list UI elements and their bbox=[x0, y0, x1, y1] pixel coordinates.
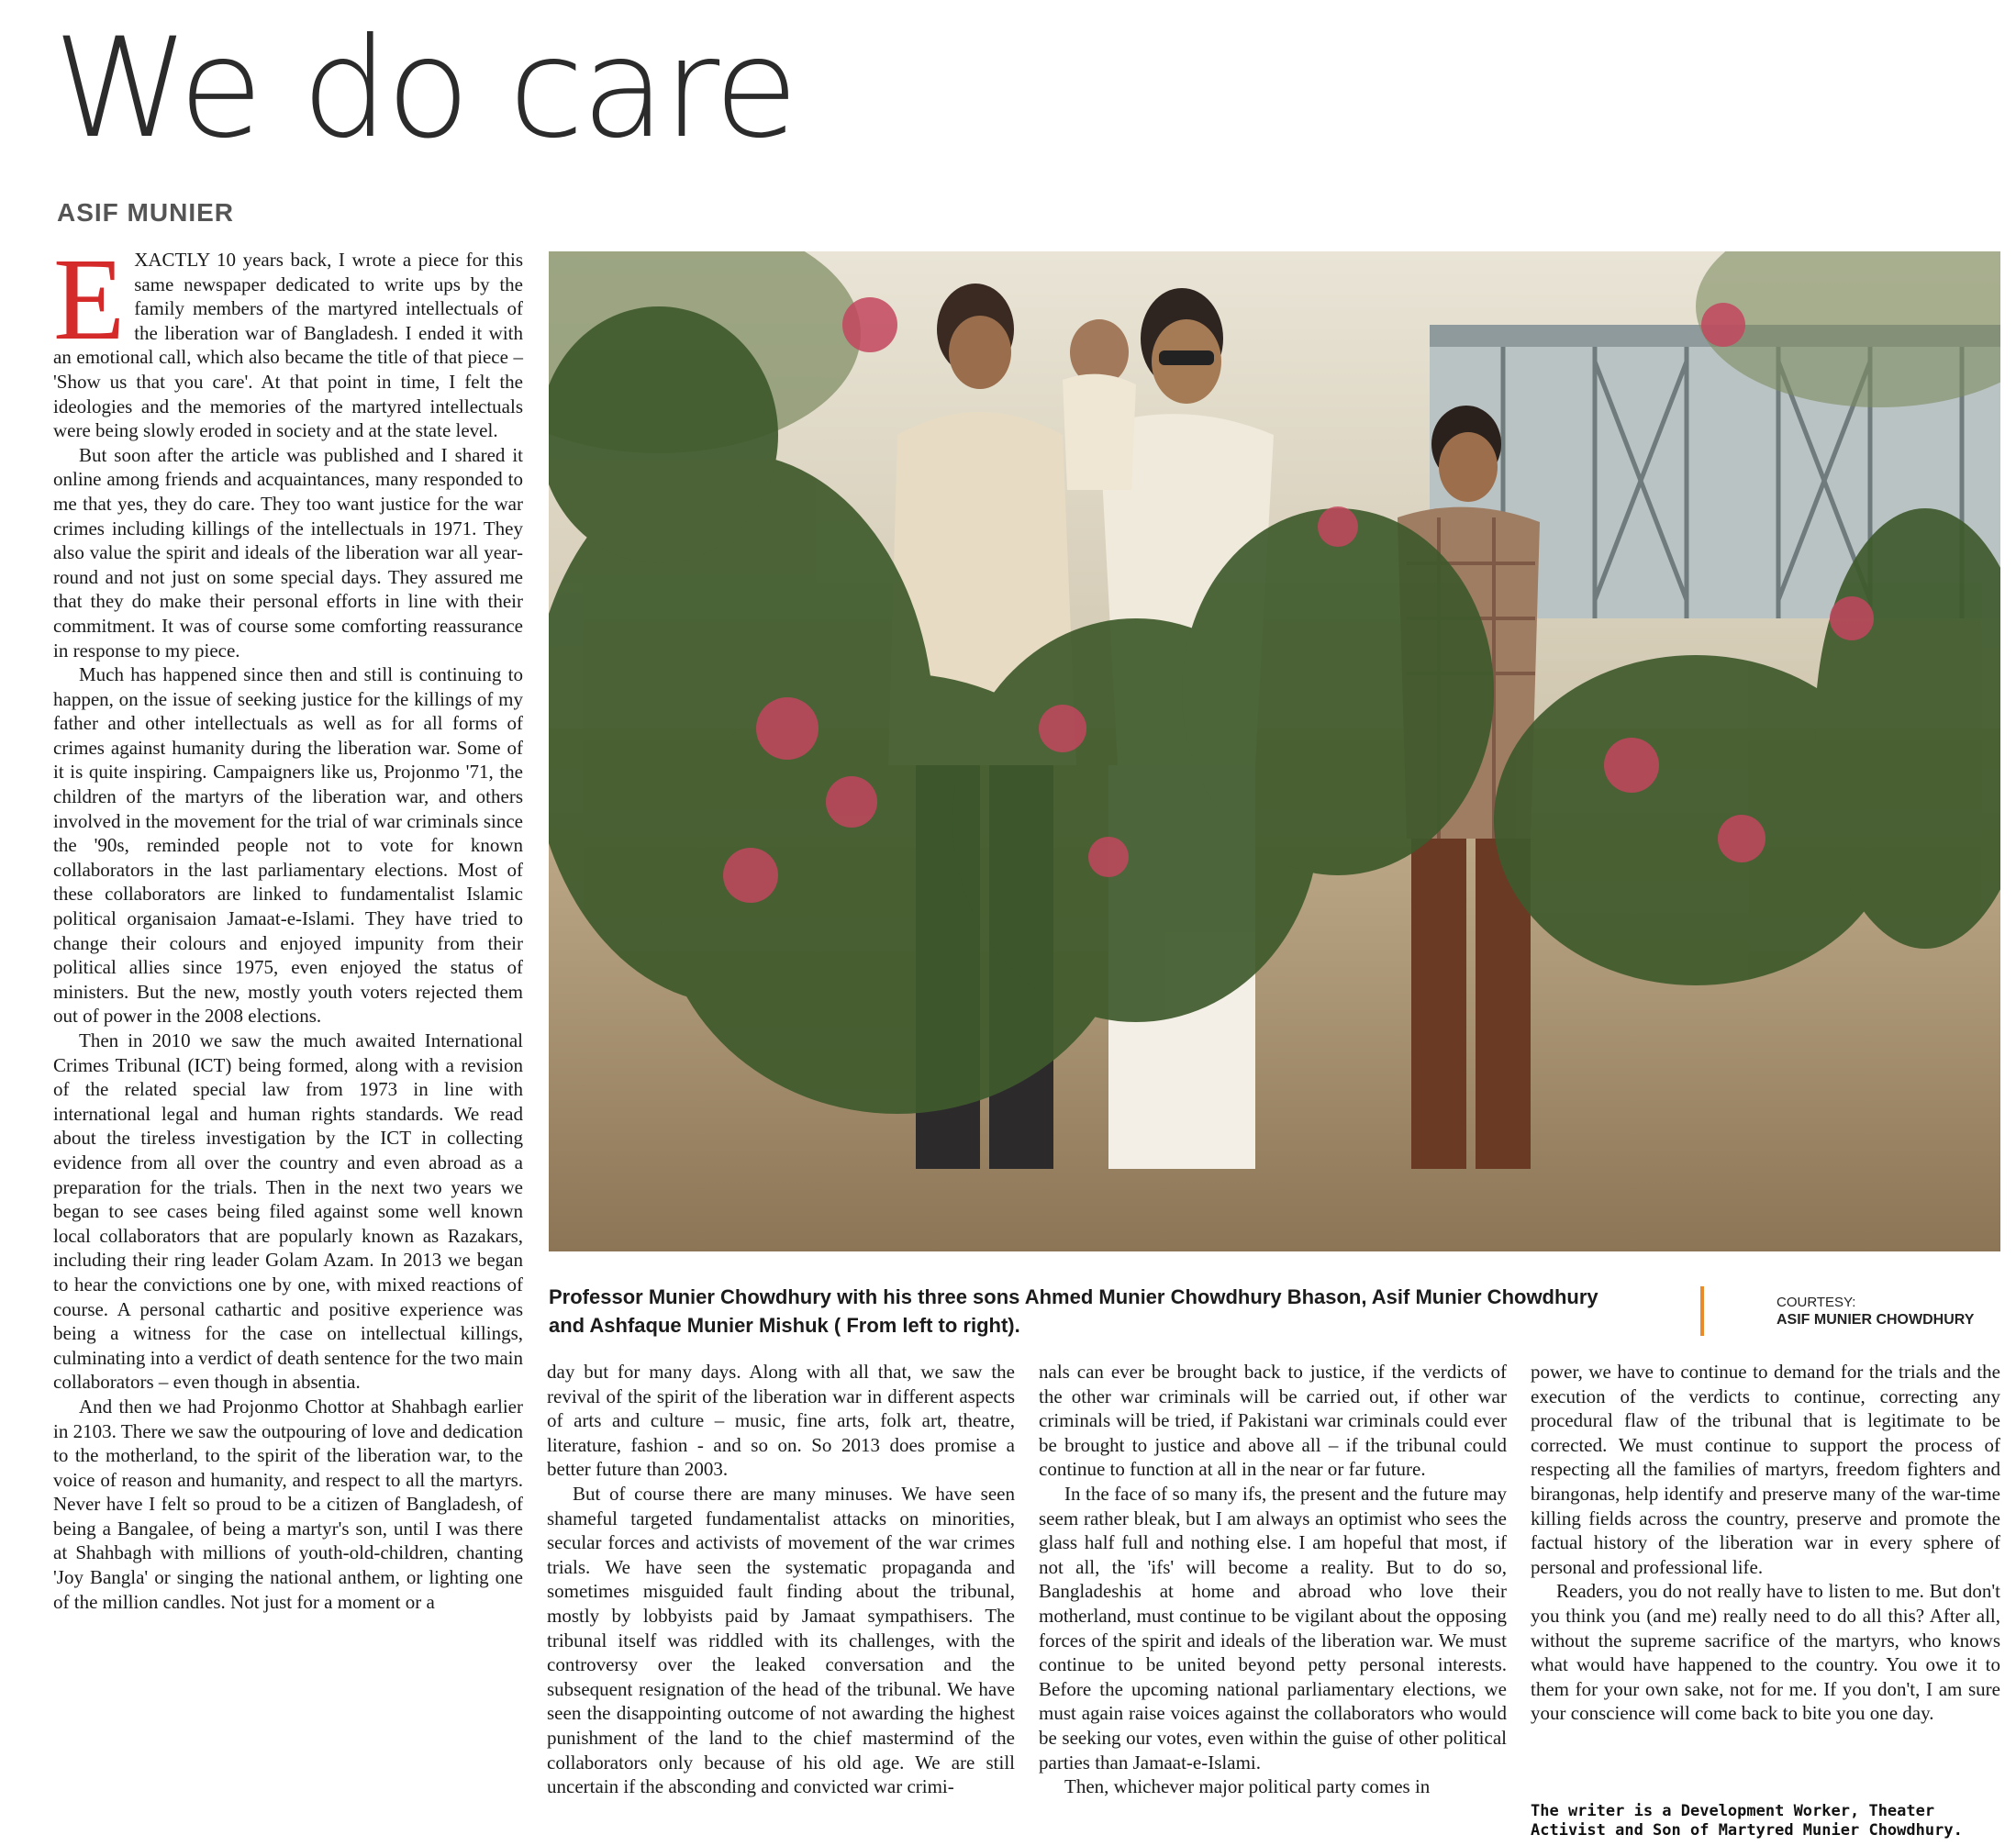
article-column-2 bbox=[547, 1360, 1015, 1799]
photo-courtesy bbox=[1777, 1294, 1974, 1329]
caption-divider bbox=[1700, 1286, 1704, 1336]
paragraph: nals can ever be brought back to justice, if the verdicts of the other war criminals will be carried out, if other war criminals will be tried, if Pakistani war criminals could ever be brought to justice and above all – if the tribunal could continue to function at all in the near or far future. bbox=[1039, 1361, 1507, 1481]
paragraph: Readers, you do not really have to listen to me. But don't you think you (and me) really need to do all this? After all, without the supreme sacrifice of the martyrs, who knows what would have happened to the country. You owe it to them for your own sake, not for me. If you don't, I am sure your conscience will come back to bite you one day. bbox=[1531, 1580, 2000, 1725]
writer-note: The writer is a Development Worker, Theater Activist and Son of Martyred Munier Chowdhury. bbox=[1531, 1802, 1963, 1840]
drop-cap: E bbox=[53, 234, 126, 364]
paragraph: And then we had Projonmo Chottor at Shahbagh earlier in 2103. There we saw the outpouring of love and dedication to the motherland, to the spirit of the liberation war, to the voice of reason and humanity, and respect to all the martyrs. Never have I felt so proud to be a citizen of Bangladesh, of being a Bangalee, of being a martyr's son, until I was there at Shahbagh with millions of youth-old-children, chanting 'Joy Bangla' or singing the national anthem, or lighting one of the million candles. Not just for a moment or a bbox=[53, 1395, 523, 1613]
paragraph: In the face of so many ifs, the present and the future may seem rather bleak, but I am always an optimist who sees the glass half full and nothing else. I am hopeful that most, if not all, the 'ifs' will become a reality. But to do so, Bangladeshis at home and abroad who love their motherland, must continue to be vigilant about the opposing forces of the spirit and ideals of the liberation war. We must continue to be united beyond petty personal interests. Before the upcoming national parliamentary elections, we must again raise voices against the collaborators who would be seeking our votes, even within the guise of other political parties than Jamaat-e-Islami. bbox=[1039, 1482, 1507, 1774]
article-photo bbox=[549, 251, 2000, 1251]
courtesy-label: COURTESY: bbox=[1777, 1295, 1856, 1310]
courtesy-name: ASIF MUNIER CHOWDHURY bbox=[1777, 1312, 1975, 1328]
paragraph: Then, whichever major political party comes in bbox=[1064, 1775, 1431, 1798]
paragraph: But of course there are many minuses. We have seen shameful targeted fundamentalist attacks on minorities, secular forces and activists of movement of the war crimes trials. We have seen the systematic propaganda and sometimes misguided fault finding about the tribunal, mostly by lobbyists paid by Jamaat sympathisers. The tribunal itself was riddled with its challenges, with the controversy over the leaked conversation and the subsequent resignation of the head of the tribunal. We have seen the disappointing outcome of not awarding the highest punishment of the land to the chief mastermind of the collaborators only because of his old age. We are still uncertain if the absconding and convicted war crimi- bbox=[547, 1482, 1015, 1798]
photo-caption: Professor Munier Chowdhury with his three sons Ahmed Munier Chowdhury Bhason, Asif Munier Chowdhury and Ashfaque Munier Mishuk ( From left to right). bbox=[549, 1285, 1598, 1337]
article-column-3 bbox=[1039, 1360, 1507, 1799]
paragraph: EXACTLY 10 years back, I wrote a piece for this same newspaper dedicated to write ups by the family members of the martyred intellectuals of the liberation war of Bangladesh. I ended it with an emotional call, which also became the title of that piece – 'Show us that you care'. At that point in time, I felt the ideologies and the memories of the martyred intellectuals were being slowly eroded in society and at the state level. bbox=[53, 234, 523, 442]
paragraph: power, we have to continue to demand for the trials and the execution of the verdicts to continue, correcting any procedural flaw of the tribunal that is legitimate to be corrected. We must continue to support the process of respecting all the families of martyrs, freedom fighters and birangonas, help identify and preserve many of the war-time killing fields across the country, preserve and promote the factual history of the liberation war in every sphere of personal and professional life. bbox=[1531, 1361, 2000, 1578]
article-column-1 bbox=[53, 234, 523, 1614]
headline: We do care bbox=[53, 9, 796, 169]
paragraph: day but for many days. Along with all that, we saw the revival of the spirit of the liberation war in different aspects of arts and culture – music, fine arts, folk art, theatre, literature, fashion - and so on. So 2013 does promise a better future than 2003. bbox=[547, 1361, 1015, 1481]
article-column-4 bbox=[1531, 1360, 2000, 1726]
byline: ASIF MUNIER bbox=[57, 198, 234, 227]
family-photo-illustration bbox=[549, 251, 2000, 1251]
paragraph: Much has happened since then and still is continuing to happen, on the issue of seeking justice for the killings of my father and other intellectuals as well as for all forms of crimes against humanity during the liberation war. Some of it is quite inspiring. Campaigners like us, Projonmo '71, the children of the martyrs of the liberation war, and others involved in the movement for the trial of war criminals since the '90s, reminded people not to vote for known collaborators in the last parliamentary elections. Most of these collaborators are linked to fundamentalist Islamic political organisaion Jamaat-e-Islami. They have tried to change their colours and enjoyed impunity from their political allies since 1975, even enjoyed the status of ministers. But the new, mostly youth voters rejected them out of power in the 2008 elections. bbox=[53, 663, 523, 1028]
paragraph: Then in 2010 we saw the much awaited International Crimes Tribunal (ICT) being formed, along with a revision of the related special law from 1973 in line with international legal and human rights standards. We read about the tireless investigation by the ICT in collecting evidence from all over the country and even abroad as a preparation for the trials. Then in the next two years we began to see cases being filed against some well known local collaborators that are popularly known as Razakars, including their ring leader Golam Azam. In 2013 we began to hear the convictions one by one, with mixed reactions of course. A personal cathartic and positive experience was being a witness for the case on intellectual killings, culminating into a verdict of death sentence for the two main collaborators – even though in absentia. bbox=[53, 1029, 523, 1394]
paragraph: But soon after the article was published and I shared it online among friends and acquaintances, many responded to me that yes, they do care. They too want justice for the war crimes including killings of the intellectuals in 1971. They also value the spirit and ideals of the liberation war all year-round and not just on some special days. They assured me that they do make their personal efforts in line with their commitment. It was of course some comforting reassurance in response to my piece. bbox=[53, 443, 523, 662]
